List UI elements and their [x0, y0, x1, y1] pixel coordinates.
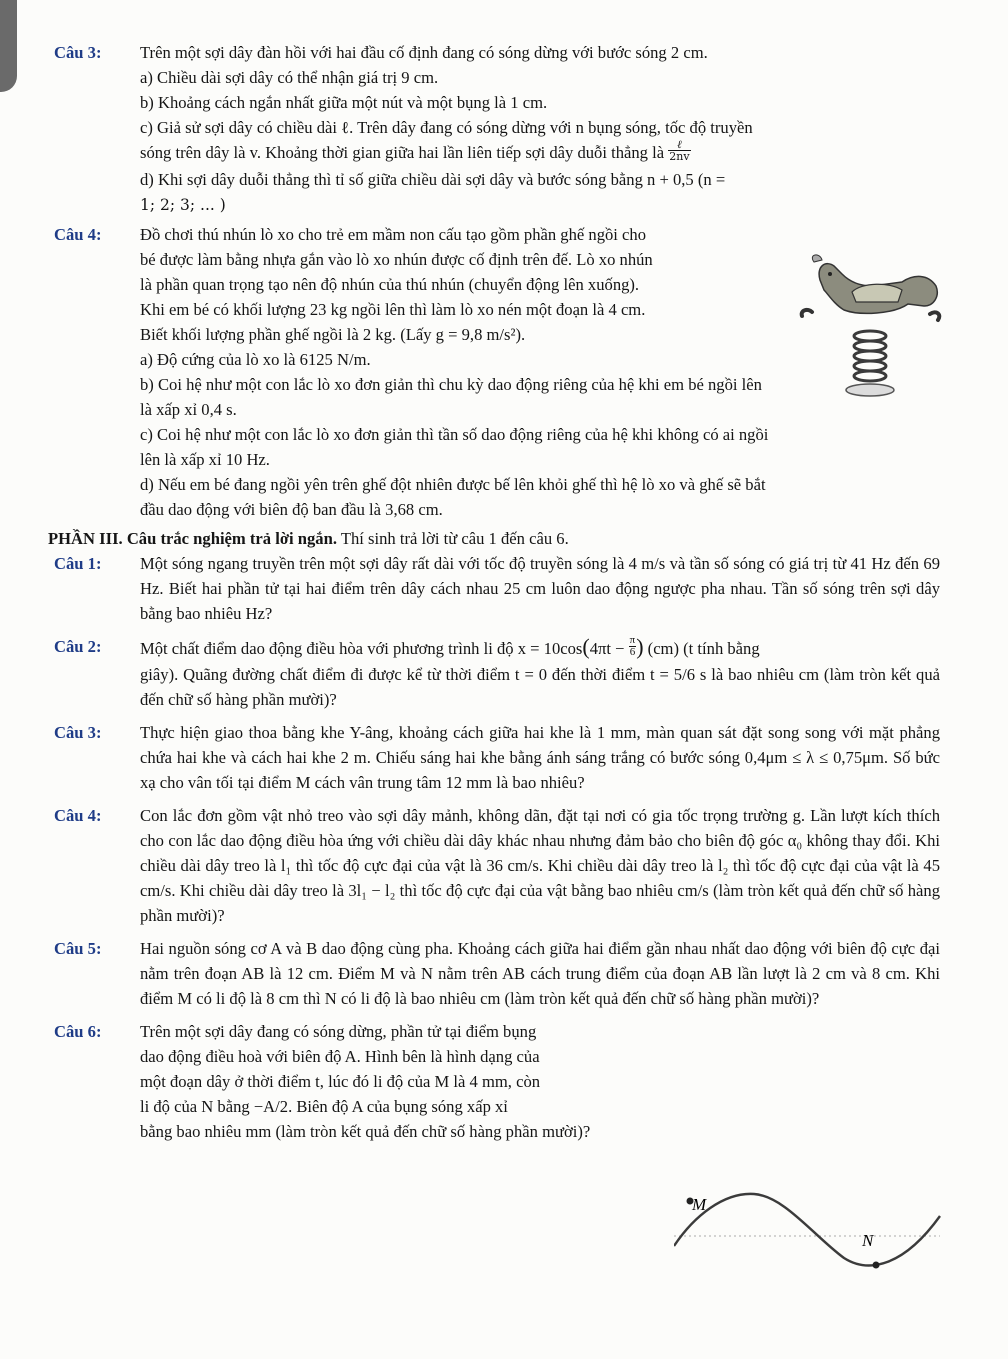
- option-text: c) Giả sử sợi dây có chiều dài ℓ. Trên dây đang có sóng dừng với n bụng sóng, tốc độ truyền: [140, 118, 753, 137]
- tf-question-3: [54, 40, 940, 65]
- option-text: d) Nếu em bé đang ngồi yên trên ghế đột nhiên được bế lên khỏi ghế thì hệ lò xo và ghế sẽ bắt: [140, 475, 766, 494]
- point-n-dot: [873, 1262, 880, 1269]
- fraction-numerator: ℓ: [677, 137, 682, 151]
- question-label: Câu 3:: [54, 43, 102, 62]
- point-n-label: N: [862, 1231, 874, 1250]
- stem-line: Biết khối lượng phần ghế ngồi là 2 kg. (Lấy g = 9,8 m/s²).: [140, 325, 526, 344]
- option-a: a) Độ cứng của lò xo là 6125 N/m.: [140, 350, 371, 369]
- short-question-2: [54, 634, 940, 712]
- option-c-line1: [54, 422, 940, 447]
- question-label: Câu 4:: [54, 225, 102, 244]
- question-6-last-line: [54, 1119, 940, 1144]
- stem-line: bé được làm bằng nhựa gắn vào lò xo nhún được cố định trên đế. Lò xo nhún: [140, 250, 653, 269]
- option-d-line2: [54, 192, 940, 218]
- option-text: sóng trên dây là v. Khoảng thời gian giữa hai lần liên tiếp sợi dây duỗi thẳng là: [140, 143, 669, 162]
- seat-icon: [852, 284, 902, 302]
- option-d-line1: [54, 472, 940, 497]
- short-question-4: [54, 803, 940, 928]
- question-line: dao động điều hoà với biên độ A. Hình bên là hình dạng của: [140, 1047, 540, 1066]
- short-question-6: [54, 1019, 940, 1119]
- paren-close: ): [636, 634, 644, 659]
- question-label: Câu 6:: [54, 1022, 102, 1041]
- option-d-line1: [54, 167, 940, 192]
- question-text: [140, 1019, 940, 1119]
- part3-title: PHẦN III. Câu trắc nghiệm trả lời ngắn.: [48, 529, 337, 548]
- question-label: Câu 2:: [54, 637, 102, 656]
- horse-eye-icon: [828, 272, 832, 276]
- spring-icon: [854, 331, 886, 381]
- stem-line: Đồ chơi thú nhún lò xo cho trẻ em mầm non cấu tạo gồm phần ghế ngồi cho: [140, 225, 647, 244]
- equation-argument: 4πt −: [589, 639, 629, 658]
- question-text: [140, 634, 940, 712]
- standing-wave-figure: [674, 1176, 954, 1276]
- question-label: Câu 3:: [54, 723, 102, 742]
- option-text: 1; 2; 3; ... ): [140, 196, 226, 214]
- stem-line: Khi em bé có khối lượng 23 kg ngồi lên thì làm lò xo nén một đoạn là 4 cm.: [140, 300, 646, 319]
- option-text: lên là xấp xỉ 10 Hz.: [140, 450, 270, 469]
- fraction-denominator: 6: [629, 645, 636, 658]
- part3-instruction: Thí sinh trả lời từ câu 1 đến câu 6.: [336, 529, 569, 548]
- part3-heading: [48, 526, 940, 551]
- page-corner-tab: [0, 0, 17, 92]
- paren-open: (: [582, 634, 590, 659]
- equation-text: Một chất điểm dao động điều hòa với phương trình li độ x = 10cos: [140, 639, 583, 658]
- option-text: đầu dao động với biên độ ban đầu là 3,68 cm.: [140, 500, 443, 519]
- fraction: [629, 635, 637, 658]
- option-text: b) Khoảng cách ngắn nhất giữa một nút và một bụng là 1 cm.: [140, 93, 548, 112]
- question-text: Con lắc đơn gồm vật nhỏ treo vào sợi dây mảnh, không dãn, đặt tại nơi có gia tốc trọng trường g. Lần lượt kích thích cho con lắc dao động điều hòa ứng với chiều dài dây khác nhau nhưng đảm bảo cho biên độ góc α₀ không thay đổi. Khi chiều dài dây treo là l₁ thì tốc độ cực đại của vật là 36 cm/s. Khi chiều dài dây treo là l₂ thì tốc độ cực đại của vật là 45 cm/s. Khi chiều dài dây treo là 3l₁ − l₂ thì tốc độ cực đại của vật bằng bao nhiêu cm/s (làm tròn kết quả đến chữ số hàng phần mười)?: [140, 806, 940, 925]
- spring-rider-toy-figure: [790, 252, 950, 402]
- option-c-line1: [54, 115, 940, 140]
- option-text: a) Chiều dài sợi dây có thể nhận giá trị 9 cm.: [140, 68, 439, 87]
- exam-page: [48, 40, 940, 1144]
- point-m-label: M: [692, 1195, 707, 1214]
- wave-curve: [674, 1194, 940, 1266]
- question-text: Một sóng ngang truyền trên một sợi dây rất dài với tốc độ truyền sóng là 4 m/s và tần số sóng có giá trị từ 41 Hz đến 69 Hz. Biết hai phần tử tại hai điểm trên dây cách nhau 25 cm luôn dao động ngược pha nhau. Tần số sóng trên sợi dây bằng bao nhiêu Hz?: [140, 554, 940, 623]
- question-label: Câu 4:: [54, 806, 102, 825]
- fraction: [668, 139, 690, 162]
- option-text: d) Khi sợi dây duỗi thẳng thì tỉ số giữa chiều dài sợi dây và bước sóng bằng n + 0,5 (n =: [140, 170, 726, 189]
- question-label: Câu 1:: [54, 554, 102, 573]
- question-line: li độ của N bằng −A/2. Biên độ A của bụng sóng xấp xỉ: [140, 1097, 508, 1116]
- leaf-ears-icon: [812, 255, 822, 262]
- short-question-5: [54, 936, 940, 1011]
- option-c-line2: [54, 447, 940, 472]
- question-text: Thực hiện giao thoa bằng khe Y-âng, khoảng cách giữa hai khe là 1 mm, màn quan sát đặt song song với mặt phẳng chứa hai khe và cách hai khe 2 m. Chiếu sáng hai khe bằng ánh sáng trắng có bước sóng 0,4μm ≤ λ ≤ 0,75μm. Số bức xạ cho vân tối tại điểm M cách vân trung tâm 12 mm là bao nhiêu?: [140, 723, 940, 792]
- question-line: bằng bao nhiêu mm (làm tròn kết quả đến chữ số hàng phần mười)?: [140, 1122, 591, 1141]
- option-text: b) Coi hệ như một con lắc lò xo đơn giản thì chu kỳ dao động riêng của hệ khi em bé ngồi lên: [140, 375, 762, 394]
- option-c-line2: [54, 137, 940, 167]
- option-text: là xấp xỉ 0,4 s.: [140, 400, 237, 419]
- option-a: [54, 65, 940, 90]
- fraction-denominator: 2nv: [669, 149, 690, 163]
- question-stem: Trên một sợi dây đàn hồi với hai đầu cố định đang có sóng dừng với bước sóng 2 cm.: [140, 43, 708, 62]
- question-line: Trên một sợi dây đang có sóng dừng, phần tử tại điểm bụng: [140, 1022, 537, 1041]
- question-text: Hai nguồn sóng cơ A và B dao động cùng pha. Khoảng cách giữa hai điểm gần nhau nhất dao động với biên độ cực đại nằm trên đoạn AB là 12 cm. Điểm M và N nằm trên AB cách trung điểm của đoạn AB lần lượt là 2 cm và 8 cm. Khi điểm M có li độ là 8 cm thì N có li độ là bao nhiêu cm (làm tròn kết quả đến chữ số hàng phần mười)?: [140, 939, 940, 1008]
- question-stem: [140, 222, 790, 372]
- question-line2: giây). Quãng đường chất điểm đi được kể từ thời điểm t = 0 đến thời điểm t = 5/6 s là bao nhiêu cm (làm tròn kết quả đến chữ số hàng phần mười)?: [140, 665, 940, 709]
- short-question-3: [54, 720, 940, 795]
- equation-text: (cm) (t tính bằng: [643, 639, 760, 658]
- option-text: c) Coi hệ như một con lắc lò xo đơn giản thì tần số dao động riêng của hệ khi không có ai ngồi: [140, 425, 769, 444]
- question-line1: [140, 634, 940, 662]
- stem-line: là phần quan trọng tạo nên độ nhún của thú nhún (chuyển động lên xuống).: [140, 275, 640, 294]
- option-d-line2: [54, 497, 940, 522]
- short-question-1: [54, 551, 940, 626]
- base-icon: [846, 384, 894, 396]
- question-line: một đoạn dây ở thời điểm t, lúc đó li độ của M là 4 mm, còn: [140, 1072, 541, 1091]
- option-b: [54, 90, 940, 115]
- question-label: Câu 5:: [54, 939, 102, 958]
- fraction-numerator: π: [629, 633, 636, 646]
